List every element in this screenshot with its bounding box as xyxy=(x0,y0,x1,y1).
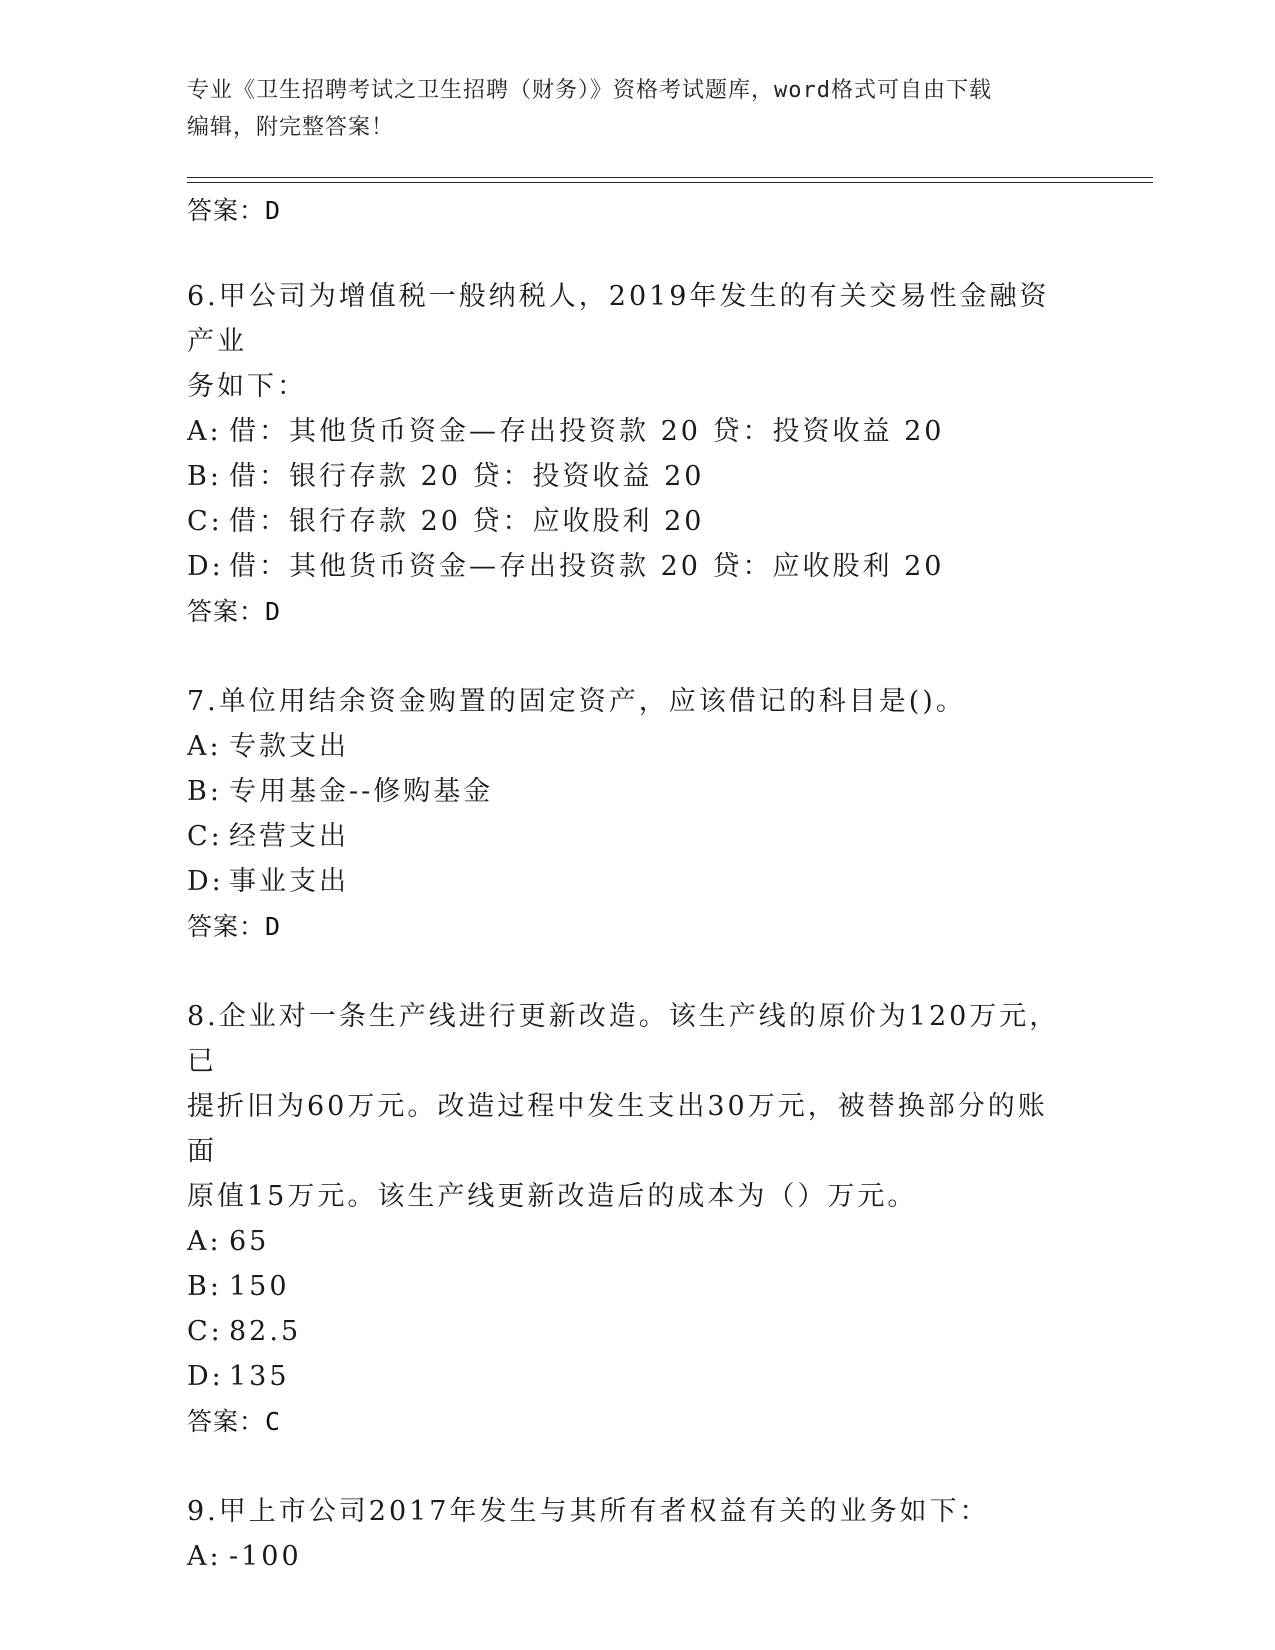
option-a xyxy=(187,409,1087,454)
document-header xyxy=(187,72,1067,146)
answer-label: 答案： xyxy=(187,912,266,941)
question-line: 6.甲公司为增值税一般纳税人，2019年发生的有关交易性金融资产业 xyxy=(187,281,1050,357)
option-b xyxy=(187,769,1087,814)
question-6 xyxy=(187,274,1087,635)
question-line: 7.单位用结余资金购置的固定资产，应该借记的科目是()。 xyxy=(187,686,966,717)
option-letter: A: xyxy=(187,416,222,447)
option-d xyxy=(187,859,1087,904)
question-line: 务如下： xyxy=(187,371,307,402)
answer-label: 答案： xyxy=(187,597,266,626)
question-9 xyxy=(187,1489,1087,1579)
question-answer xyxy=(187,1399,1087,1445)
option-letter: A: xyxy=(187,1226,222,1257)
option-text: 经营支出 xyxy=(229,821,349,852)
answer-value: D xyxy=(265,196,282,225)
option-text: 82.5 xyxy=(229,1316,302,1347)
option-letter: A: xyxy=(187,1541,222,1572)
question-line: 9.甲上市公司2017年发生与其所有者权益有关的业务如下： xyxy=(187,1496,990,1527)
option-text: 专用基金--修购基金 xyxy=(229,776,494,807)
question-body xyxy=(187,188,1087,1579)
option-text: 135 xyxy=(229,1361,290,1392)
option-text: 事业支出 xyxy=(229,866,349,897)
header-line-1: 专业《卫生招聘考试之卫生招聘（财务）》资格考试题库，word格式可自由下载 xyxy=(187,78,992,103)
option-letter: C: xyxy=(187,1316,223,1347)
answer-label: 答案： xyxy=(187,1407,266,1436)
option-text: 借：其他货币资金—存出投资款 20 贷：应收股利 20 xyxy=(229,551,945,582)
option-letter: B: xyxy=(187,461,222,492)
option-letter: D: xyxy=(187,1361,224,1392)
previous-answer xyxy=(187,188,1087,234)
answer-label: 答案： xyxy=(187,196,266,225)
option-d xyxy=(187,544,1087,589)
question-line: 8.企业对一条生产线进行更新改造。该生产线的原价为120万元，已 xyxy=(187,1001,1060,1077)
option-a xyxy=(187,1534,1087,1579)
question-answer xyxy=(187,904,1087,950)
option-letter: B: xyxy=(187,1271,222,1302)
question-answer xyxy=(187,589,1087,635)
header-line-2: 编辑，附完整答案！ xyxy=(187,115,395,140)
option-text: 借：银行存款 20 贷：投资收益 20 xyxy=(229,461,705,492)
option-letter: C: xyxy=(187,506,223,537)
option-c xyxy=(187,814,1087,859)
option-c xyxy=(187,1309,1087,1354)
option-a xyxy=(187,1219,1087,1264)
question-text xyxy=(187,994,1067,1219)
question-8 xyxy=(187,994,1087,1445)
option-letter: D: xyxy=(187,866,224,897)
option-text: 借：银行存款 20 贷：应收股利 20 xyxy=(229,506,705,537)
option-letter: B: xyxy=(187,776,222,807)
header-rule-bottom xyxy=(187,182,1153,183)
answer-value: D xyxy=(265,597,282,626)
option-b xyxy=(187,1264,1087,1309)
option-text: 150 xyxy=(229,1271,290,1302)
question-7 xyxy=(187,679,1087,950)
option-c xyxy=(187,499,1087,544)
question-line: 原值15万元。该生产线更新改造后的成本为（）万元。 xyxy=(187,1181,918,1212)
option-letter: A: xyxy=(187,731,222,762)
question-text xyxy=(187,679,1067,724)
header-rule-top xyxy=(187,177,1153,178)
question-text xyxy=(187,1489,1067,1534)
option-d xyxy=(187,1354,1087,1399)
option-text: -100 xyxy=(229,1541,302,1572)
option-text: 专款支出 xyxy=(229,731,349,762)
option-text: 65 xyxy=(229,1226,270,1257)
option-letter: C: xyxy=(187,821,223,852)
option-a xyxy=(187,724,1087,769)
option-b xyxy=(187,454,1087,499)
answer-value: D xyxy=(265,912,282,941)
question-text xyxy=(187,274,1067,409)
answer-value: C xyxy=(265,1407,282,1436)
option-text: 借：其他货币资金—存出投资款 20 贷：投资收益 20 xyxy=(229,416,945,447)
option-letter: D: xyxy=(187,551,224,582)
question-line: 提折旧为60万元。改造过程中发生支出30万元，被替换部分的账面 xyxy=(187,1091,1048,1167)
